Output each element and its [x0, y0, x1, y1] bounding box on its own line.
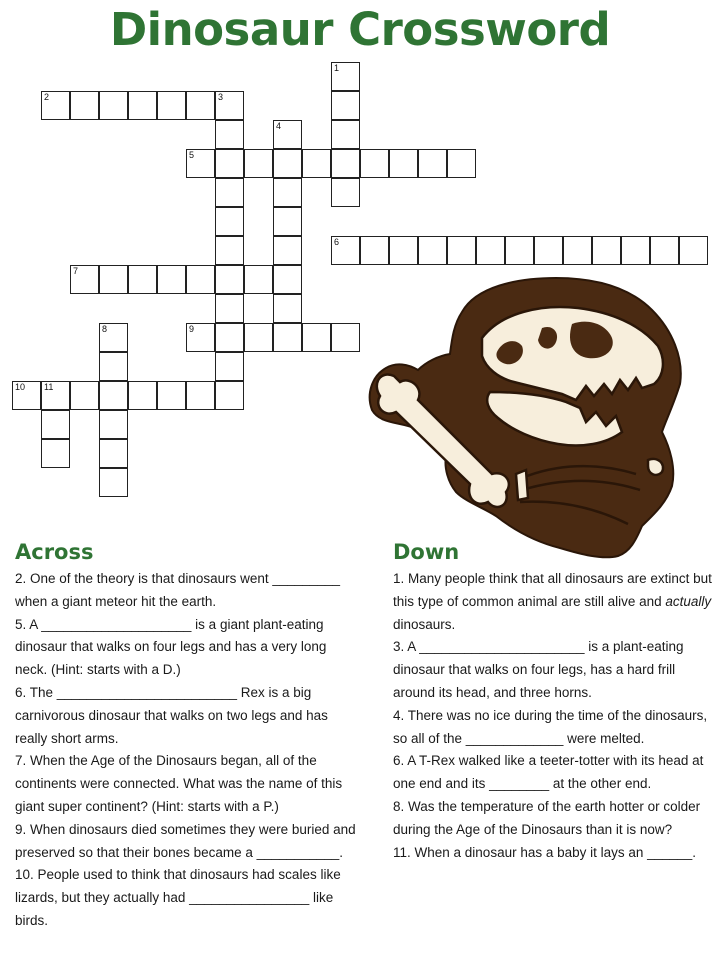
- grid-cell[interactable]: [331, 178, 360, 207]
- grid-cell[interactable]: [99, 381, 128, 410]
- grid-cell[interactable]: [273, 178, 302, 207]
- grid-cell[interactable]: [476, 236, 505, 265]
- grid-cell[interactable]: [273, 294, 302, 323]
- grid-cell[interactable]: [331, 120, 360, 149]
- grid-cell[interactable]: [157, 265, 186, 294]
- grid-cell[interactable]: [215, 381, 244, 410]
- clue-number: 7: [73, 266, 79, 276]
- grid-cell[interactable]: [215, 236, 244, 265]
- clue-down-11: 11. When a dinosaur has a baby it lays an ______.: [393, 844, 696, 860]
- grid-cell[interactable]: [215, 178, 244, 207]
- clue-number: 5: [189, 150, 195, 160]
- grid-cell[interactable]: [273, 149, 302, 178]
- across-heading: Across: [15, 540, 94, 564]
- grid-cell[interactable]: [41, 410, 70, 439]
- grid-cell[interactable]: [331, 149, 360, 178]
- grid-cell[interactable]: [128, 91, 157, 120]
- clue-number: 2: [44, 92, 50, 102]
- grid-cell[interactable]: [128, 265, 157, 294]
- grid-cell[interactable]: [99, 352, 128, 381]
- grid-cell[interactable]: [418, 236, 447, 265]
- grid-cell[interactable]: [302, 323, 331, 352]
- clue-number: 10: [15, 382, 26, 392]
- grid-cell[interactable]: [273, 236, 302, 265]
- grid-cell[interactable]: [99, 265, 128, 294]
- grid-cell[interactable]: [650, 236, 679, 265]
- clue-down-8: 8. Was the temperature of the earth hotter or colder during the Age of the Dinosaurs than it is now?: [393, 798, 701, 837]
- grid-cell[interactable]: [592, 236, 621, 265]
- grid-cell[interactable]: [331, 62, 360, 91]
- clue-across-5: 5. A ____________________ is a giant plant-eating dinosaur that walks on four legs and has a very long neck. (Hint: starts with a D.): [15, 616, 327, 678]
- grid-cell[interactable]: [244, 265, 273, 294]
- grid-cell[interactable]: [99, 410, 128, 439]
- grid-cell[interactable]: [360, 236, 389, 265]
- grid-cell[interactable]: [186, 323, 215, 352]
- page-title: Dinosaur Crossword: [109, 3, 611, 56]
- clue-down-6: 6. A T-Rex walked like a teeter-totter with its head at one end and its ________ at the other end.: [393, 753, 704, 792]
- grid-cell[interactable]: [331, 91, 360, 120]
- grid-cell[interactable]: [186, 149, 215, 178]
- clue-across-7: 7. When the Age of the Dinosaurs began, all of the continents were connected. What was the name of this giant super continent? (Hint: starts with a P.): [15, 753, 343, 814]
- down-clues: [393, 536, 713, 864]
- grid-cell[interactable]: [215, 323, 244, 352]
- clue-down-3: 3. A ______________________ is a plant-eating dinosaur that walks on four legs, has a hard frill around its head, and three horns.: [393, 639, 684, 700]
- grid-cell[interactable]: [157, 91, 186, 120]
- grid-cell[interactable]: [70, 381, 99, 410]
- grid-cell[interactable]: [41, 381, 70, 410]
- clue-across-9: 9. When dinosaurs died sometimes they were buried and preserved so that their bones became a ___________.: [15, 821, 356, 860]
- grid-cell[interactable]: [99, 439, 128, 468]
- clue-number: 9: [189, 324, 195, 334]
- grid-cell[interactable]: [331, 323, 360, 352]
- grid-cell[interactable]: [215, 91, 244, 120]
- grid-cell[interactable]: [621, 236, 650, 265]
- grid-cell[interactable]: [418, 149, 447, 178]
- grid-cell[interactable]: [244, 323, 273, 352]
- clue-down-1-text-b: dinosaurs.: [393, 616, 456, 632]
- grid-cell[interactable]: [157, 381, 186, 410]
- clue-across-2: 2. One of the theory is that dinosaurs went _________ when a giant meteor hit the earth.: [15, 571, 340, 609]
- grid-cell[interactable]: [128, 381, 157, 410]
- grid-cell[interactable]: [273, 323, 302, 352]
- grid-cell[interactable]: [505, 236, 534, 265]
- clue-down-1: [393, 568, 713, 636]
- clue-number: 8: [102, 324, 108, 334]
- grid-cell[interactable]: [534, 236, 563, 265]
- grid-cell[interactable]: [41, 91, 70, 120]
- grid-cell[interactable]: [70, 265, 99, 294]
- grid-cell[interactable]: [447, 236, 476, 265]
- grid-cell[interactable]: [215, 149, 244, 178]
- grid-cell[interactable]: [389, 149, 418, 178]
- grid-cell[interactable]: [389, 236, 418, 265]
- clue-down-1-text-a: 1. Many people think that all dinosaurs are extinct but this type of common animal are still alive and: [393, 571, 712, 609]
- grid-cell[interactable]: [679, 236, 708, 265]
- grid-cell[interactable]: [186, 91, 215, 120]
- clue-number: 6: [334, 237, 340, 247]
- grid-cell[interactable]: [215, 120, 244, 149]
- clue-number: 4: [276, 121, 282, 131]
- grid-cell[interactable]: [99, 323, 128, 352]
- grid-cell[interactable]: [99, 468, 128, 497]
- grid-cell[interactable]: [244, 149, 273, 178]
- grid-cell[interactable]: [302, 149, 331, 178]
- grid-cell[interactable]: [215, 207, 244, 236]
- grid-cell[interactable]: [273, 207, 302, 236]
- across-clues: [15, 536, 360, 933]
- grid-cell[interactable]: [215, 265, 244, 294]
- grid-cell[interactable]: [186, 381, 215, 410]
- clue-down-4: 4. There was no ice during the time of the dinosaurs, so all of the _____________ were melted.: [393, 707, 708, 746]
- clue-down-1-emphasis: actually: [665, 593, 712, 609]
- grid-cell[interactable]: [186, 265, 215, 294]
- grid-cell[interactable]: [563, 236, 592, 265]
- grid-cell[interactable]: [331, 236, 360, 265]
- clue-number: 1: [334, 63, 340, 73]
- grid-cell[interactable]: [215, 352, 244, 381]
- grid-cell[interactable]: [273, 120, 302, 149]
- grid-cell[interactable]: [447, 149, 476, 178]
- grid-cell[interactable]: [273, 265, 302, 294]
- clue-across-10: 10. People used to think that dinosaurs had scales like lizards, but they actually had ________________ like birds.: [15, 867, 341, 928]
- clue-number: 11: [44, 382, 54, 392]
- grid-cell[interactable]: [215, 294, 244, 323]
- down-heading: Down: [393, 540, 460, 564]
- grid-cell[interactable]: [99, 91, 128, 120]
- clue-across-6: 6. The ________________________ Rex is a big carnivorous dinosaur that walks on two legs and has really short arms.: [15, 684, 328, 746]
- clue-number: 3: [218, 92, 224, 102]
- grid-cell[interactable]: [70, 91, 99, 120]
- grid-cell[interactable]: [12, 381, 41, 410]
- dinosaur-skull-fossil-icon: [366, 272, 684, 562]
- grid-cell[interactable]: [360, 149, 389, 178]
- grid-cell[interactable]: [41, 439, 70, 468]
